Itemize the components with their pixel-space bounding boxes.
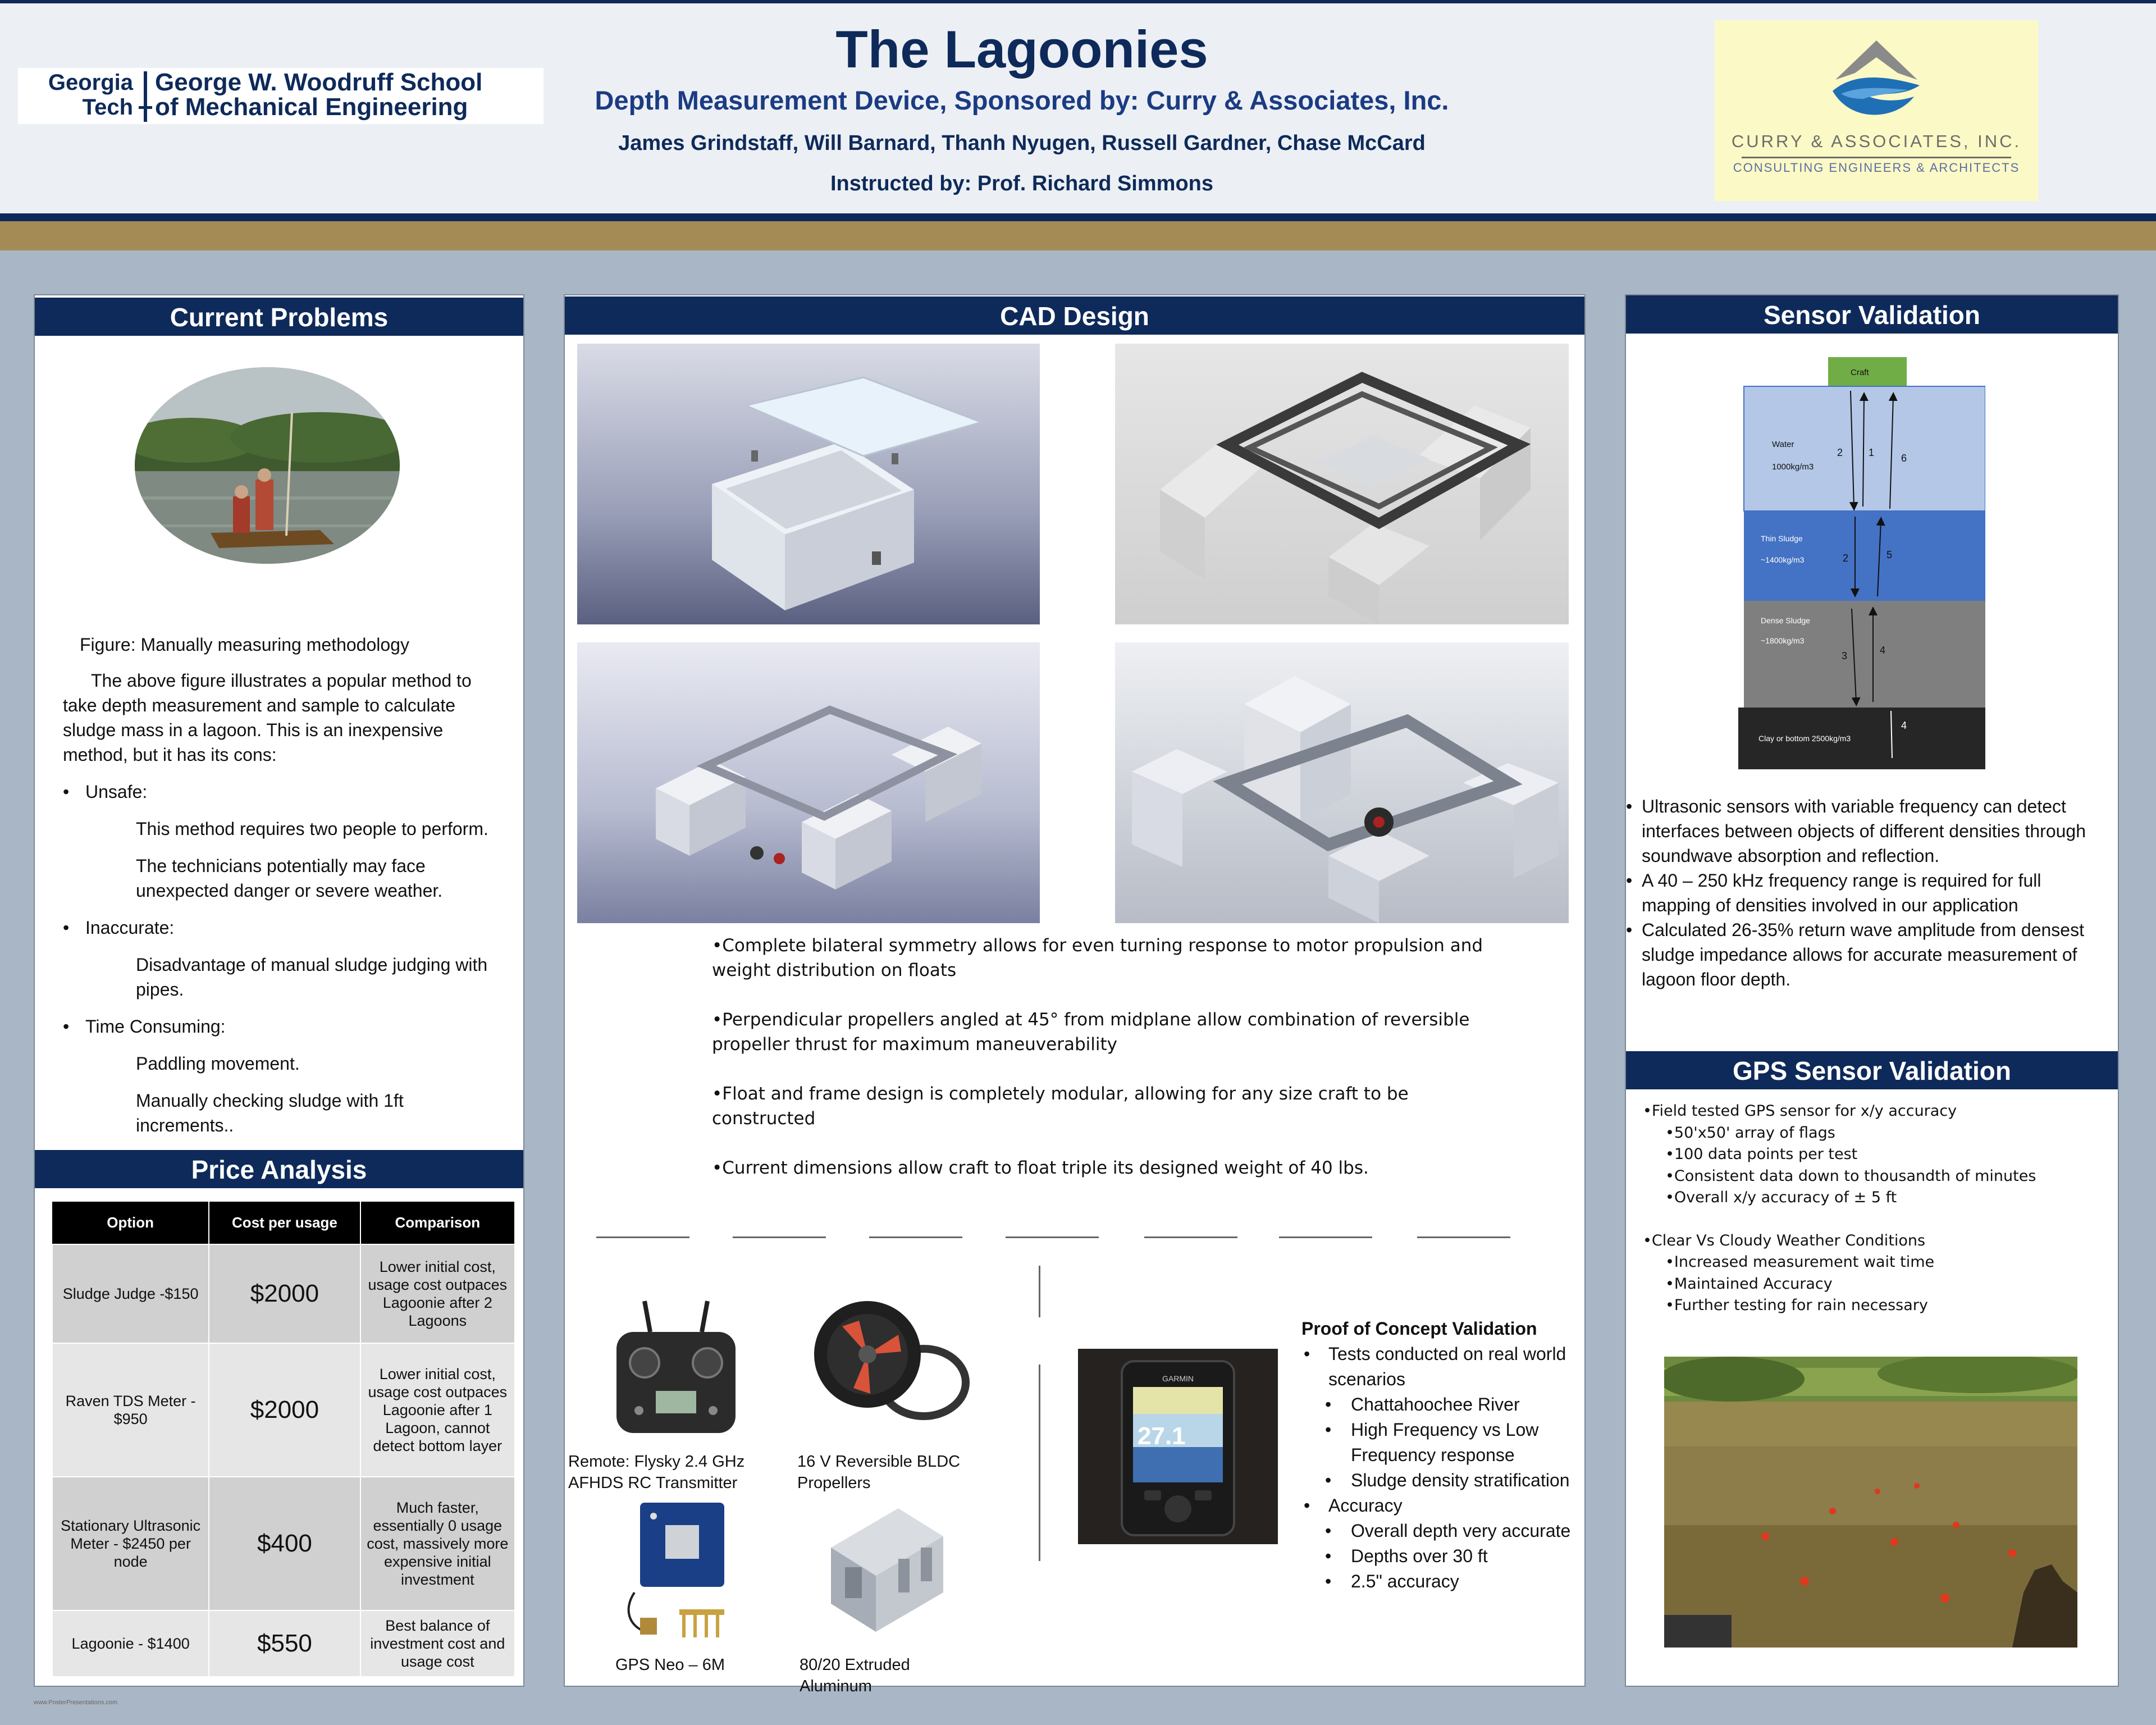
craft-label: Craft <box>1851 368 1869 377</box>
georgia-tech-logo <box>18 68 543 124</box>
cost-cell: $550 <box>209 1610 360 1677</box>
comparison-cell: Best balance of investment cost and usage cost <box>360 1610 515 1677</box>
cad-bullet: •Perpendicular propellers angled at 45° from midplane allow combination of reversible propeller thrust for maximum maneuverability <box>712 1010 1470 1055</box>
layer-density: ~1400kg/m3 <box>1761 555 1805 564</box>
cad-bullet-list <box>712 933 1487 1205</box>
layer-name: Thin Sludge <box>1761 534 1803 543</box>
list-item: • Accuracy <box>1301 1493 1582 1518</box>
ray-label: 1 <box>1869 447 1875 458</box>
header-divider <box>0 213 2156 221</box>
dashed-separator <box>596 1236 1506 1239</box>
sponsor-logo-tagline: CONSULTING ENGINEERS & ARCHITECTS <box>1733 161 2020 175</box>
gps-validation-text <box>1643 1101 2103 1317</box>
problem-detail: The technicians potentially may face unexpected danger or severe weather. <box>136 856 443 901</box>
table-row <box>52 1343 515 1477</box>
poster-authors: James Grindstaff, Will Barnard, Thanh Nyugen, Russell Gardner, Chase McCard <box>618 131 1426 155</box>
component-caption: GPS Neo – 6M <box>615 1656 725 1674</box>
problem-detail: Manually checking sludge with 1ft increments.. <box>136 1090 404 1135</box>
price-analysis-heading: Price Analysis <box>35 1150 523 1188</box>
layer-density: ~1800kg/m3 <box>1761 636 1805 645</box>
gps-field-test-photo <box>1664 1357 2077 1648</box>
proof-of-concept-title: Proof of Concept Validation <box>1301 1318 1537 1339</box>
sonar-display-photo <box>1078 1349 1278 1544</box>
aluminum-extrusion-icon <box>814 1497 951 1637</box>
separator-dash <box>596 1236 689 1238</box>
poster-subtitle: Depth Measurement Device, Sponsored by: Curry & Associates, Inc. <box>595 85 1449 115</box>
ray-label: 4 <box>1880 645 1886 656</box>
component-caption: 16 V Reversible BLDC Propellers <box>797 1453 961 1492</box>
option-cell: Stationary Ultrasonic Meter - $2450 per node <box>52 1477 209 1610</box>
cad-render-electronics-box <box>577 344 1040 624</box>
cost-cell: $400 <box>209 1477 360 1610</box>
ray-label: 6 <box>1901 453 1907 464</box>
propeller-icon <box>803 1287 975 1438</box>
mountain-wave-icon <box>1830 40 1923 125</box>
current-problems-panel <box>34 294 524 1687</box>
gps-spacer <box>1643 1209 2103 1230</box>
cad-render-propeller-closeup <box>1115 642 1569 923</box>
problem-detail: Disadvantage of manual sludge judging with pipes. <box>136 955 488 1000</box>
gps-line: •Overall x/y accuracy of ± 5 ft <box>1665 1189 1897 1206</box>
ray-label: 2 <box>1837 447 1843 458</box>
separator-dash <box>1144 1236 1237 1238</box>
poster-instructor: Instructed by: Prof. Richard Simmons <box>830 172 1213 195</box>
ray-label: 3 <box>1842 650 1848 661</box>
cad-design-heading: CAD Design <box>565 296 1584 335</box>
list-item: • Chattahoochee River <box>1301 1392 1582 1417</box>
comparison-cell: Much faster, essentially 0 usage cost, massively more expensive initial investment <box>360 1477 515 1610</box>
list-item: • Sludge density stratification <box>1301 1468 1582 1493</box>
problem-detail: Paddling movement. <box>136 1053 300 1074</box>
list-item: • High Frequency vs Low Frequency response <box>1301 1417 1582 1468</box>
sonar-reading: 27.1 <box>1138 1422 1186 1450</box>
problems-intro: The above figure illustrates a popular method to take depth measurement and sample to calculate sludge mass in a lagoon. This is an inexpensive method, but it has its cons: <box>63 670 472 765</box>
layer-name: Dense Sludge <box>1761 616 1810 625</box>
gps-line: •Clear Vs Cloudy Weather Conditions <box>1643 1231 1926 1249</box>
problem-label-time-consuming: • Time Consuming: <box>63 1014 490 1039</box>
separator-dash <box>1279 1236 1372 1238</box>
gt-logo-wordmark: Georgia Tech <box>48 70 133 120</box>
list-item: • Tests conducted on real world scenarios <box>1301 1341 1582 1392</box>
vertical-divider <box>1039 1365 1040 1561</box>
gps-line: •Field tested GPS sensor for x/y accuracy <box>1643 1102 1957 1120</box>
separator-dash <box>1417 1236 1510 1238</box>
ray-label: 5 <box>1886 549 1893 560</box>
proof-of-concept-list <box>1301 1341 1582 1594</box>
proof-of-concept <box>1301 1316 1582 1594</box>
ray-label: 4 <box>1901 720 1907 731</box>
problem-label-unsafe: • Unsafe: <box>63 779 490 804</box>
column-header: Cost per usage <box>209 1202 360 1244</box>
sensor-bullet: • Ultrasonic sensors with variable frequency can detect interfaces between objects of different densities through soundwave absorption and reflection. <box>1626 794 2109 868</box>
footnote: www.PosterPresentations.com <box>34 1699 118 1706</box>
table-row <box>52 1477 515 1610</box>
gps-line: •Increased measurement wait time <box>1665 1253 1935 1271</box>
gps-line: •Consistent data down to thousandth of minutes <box>1665 1167 2036 1185</box>
sonar-brand: GARMIN <box>1162 1374 1194 1383</box>
cad-render-assembly-side <box>577 642 1040 923</box>
poster-title: The Lagoonies <box>835 20 1208 79</box>
sensor-bullet: • Calculated 26-35% return wave amplitude from densest sludge impedance allows for accurate measurement of lagoon floor depth. <box>1626 918 2109 992</box>
cad-bullet: •Complete bilateral symmetry allows for even turning response to motor propulsion and weight distribution on floats <box>712 935 1483 980</box>
gps-validation-heading: GPS Sensor Validation <box>1626 1051 2118 1089</box>
comparison-cell: Lower initial cost, usage cost outpaces Lagoonie after 2 Lagoons <box>360 1244 515 1343</box>
gt-logo-bar <box>144 71 147 122</box>
cost-cell: $2000 <box>209 1343 360 1477</box>
sponsor-logo-name: CURRY & ASSOCIATES, INC. <box>1731 131 2022 151</box>
price-analysis-table <box>52 1202 515 1677</box>
list-item: • Depths over 30 ft <box>1301 1544 1582 1569</box>
manual-measuring-photo <box>135 367 400 564</box>
problem-detail: This method requires two people to perform. <box>136 819 488 839</box>
layer-name: Clay or bottom 2500kg/m3 <box>1758 734 1851 743</box>
gps-line: •100 data points per test <box>1665 1146 1858 1163</box>
current-problems-heading: Current Problems <box>35 298 523 336</box>
cad-bullet: •Float and frame design is completely modular, allowing for any size craft to be constructed <box>712 1084 1409 1129</box>
option-cell: Raven TDS Meter - $950 <box>52 1343 209 1477</box>
cad-bullet: •Current dimensions allow craft to float triple its designed weight of 40 lbs. <box>712 1158 1369 1178</box>
separator-dash <box>1006 1236 1099 1238</box>
sensor-bullets <box>1626 794 2109 992</box>
table-header-row <box>52 1202 515 1244</box>
gps-line: •Maintained Accuracy <box>1665 1275 1833 1293</box>
problem-label-inaccurate: • Inaccurate: <box>63 915 490 940</box>
table-row <box>52 1244 515 1343</box>
component-caption: Remote: Flysky 2.4 GHz AFHDS RC Transmitter <box>568 1453 745 1492</box>
column-header: Option <box>52 1202 209 1244</box>
cad-render-frame-top <box>1115 344 1569 624</box>
curry-associates-logo <box>1715 20 2038 201</box>
gps-line: •Further testing for rain necessary <box>1665 1297 1928 1314</box>
comparison-cell: Lower initial cost, usage cost outpaces Lagoonie after 1 Lagoon, cannot detect bottom layer <box>360 1343 515 1477</box>
gt-logo-school: George W. Woodruff School of Mechanical Engineering <box>155 69 483 121</box>
density-layer-diagram <box>1738 357 1985 784</box>
vertical-divider <box>1039 1266 1040 1317</box>
gps-line: •50'x50' array of flags <box>1665 1124 1835 1142</box>
gps-module-icon <box>618 1497 739 1642</box>
option-cell: Sludge Judge -$150 <box>52 1244 209 1343</box>
option-cell: Lagoonie - $1400 <box>52 1610 209 1677</box>
layer-density: 1000kg/m3 <box>1772 462 1814 472</box>
sensor-validation-panel <box>1625 294 2119 1687</box>
gold-band <box>0 221 2156 250</box>
column-header: Comparison <box>360 1202 515 1244</box>
list-item: • 2.5" accuracy <box>1301 1569 1582 1594</box>
figure-caption: Figure: Manually measuring methodology <box>80 635 409 655</box>
cost-cell: $2000 <box>209 1244 360 1343</box>
component-caption: 80/20 Extruded Aluminum <box>800 1656 910 1695</box>
table-row <box>52 1610 515 1677</box>
sensor-validation-heading: Sensor Validation <box>1626 295 2118 334</box>
separator-dash <box>733 1236 826 1238</box>
sensor-bullet: • A 40 – 250 kHz frequency range is required for full mapping of densities involved in our application <box>1626 868 2109 918</box>
list-item: • Overall depth very accurate <box>1301 1518 1582 1544</box>
rc-transmitter-icon <box>600 1298 752 1439</box>
sponsor-logo-rule <box>1742 157 2011 158</box>
poster-header <box>0 0 2156 216</box>
ray-label: 2 <box>1843 553 1849 564</box>
cad-design-panel <box>564 294 1586 1695</box>
current-problems-text <box>63 668 490 1150</box>
layer-name: Water <box>1772 440 1794 449</box>
separator-dash <box>869 1236 962 1238</box>
